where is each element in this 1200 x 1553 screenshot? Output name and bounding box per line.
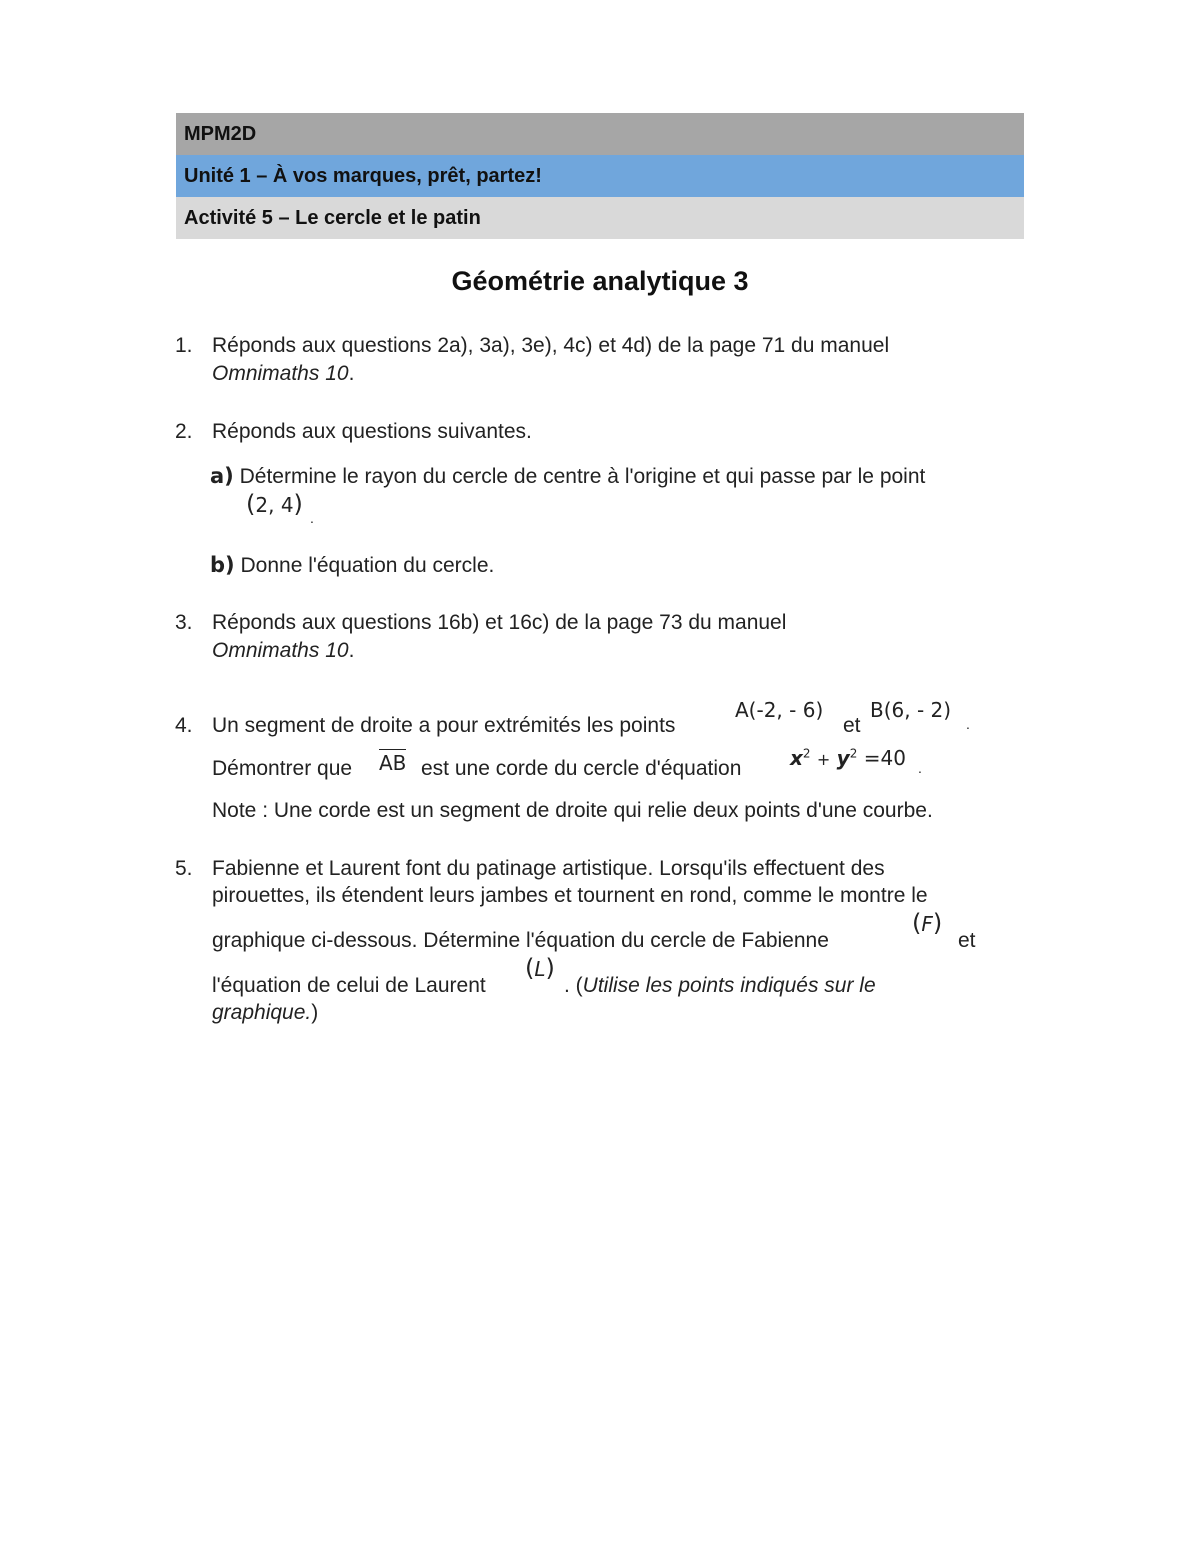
q4-text3: est une corde du cercle d'équation xyxy=(421,757,742,780)
fabienne-label: (F) xyxy=(912,909,943,937)
q5-line3: graphique ci-dessous. Détermine l'équation du cercle de Fabienne xyxy=(212,929,829,952)
q5-hint2: graphique. xyxy=(212,1001,312,1024)
q2a-label: a) xyxy=(210,464,234,488)
q1-book-line: Omnimaths 10. xyxy=(212,362,355,385)
q2a-period: . xyxy=(310,510,314,526)
point-b: B(6, - 2) xyxy=(870,698,952,722)
point-a: A(-2, - 6) xyxy=(735,698,824,722)
segment-ab: AB xyxy=(379,751,407,775)
q5-line2: pirouettes, ils étendent leurs jambes et tournent en rond, comme le montre le xyxy=(212,884,928,907)
q4-number: 4. xyxy=(175,714,193,737)
q5-line5: graphique.) xyxy=(212,1001,319,1024)
q1-book: Omnimaths 10 xyxy=(212,362,349,385)
q3-book: Omnimaths 10 xyxy=(212,639,349,662)
q2-number: 2. xyxy=(175,420,193,443)
equation-period: . xyxy=(918,760,922,776)
unit-title: Unité 1 – À vos marques, prêt, partez! xyxy=(176,155,1024,197)
q5-line1: Fabienne et Laurent font du patinage artistique. Lorsqu'ils effectuent des xyxy=(212,857,885,880)
q5-line4-tail: . (Utilise les points indiqués sur le xyxy=(564,974,876,997)
q3-book-line: Omnimaths 10. xyxy=(212,639,355,662)
q2a-line xyxy=(210,464,925,489)
course-code: MPM2D xyxy=(176,113,1024,155)
q4-and: et xyxy=(843,714,861,737)
q4-text2: Démontrer que xyxy=(212,757,353,780)
page-title: Géométrie analytique 3 xyxy=(451,266,749,296)
circle-equation: $x^2 + y^2 =40$ xyxy=(790,746,906,770)
q5-line4: l'équation de celui de Laurent xyxy=(212,974,486,997)
q3-number: 3. xyxy=(175,611,193,634)
header-table xyxy=(176,113,1024,239)
activity-title: Activité 5 – Le cercle et le patin xyxy=(176,197,1024,239)
q2-text: Réponds aux questions suivantes. xyxy=(212,420,532,443)
q4-text1: Un segment de droite a pour extrémités les points xyxy=(212,714,676,737)
laurent-label: (L) xyxy=(525,954,555,982)
q1-number: 1. xyxy=(175,334,193,357)
q2a-text: Détermine le rayon du cercle de centre à l'origine et qui passe par le point xyxy=(239,465,926,488)
q2b-line xyxy=(210,553,494,578)
q1-text: Réponds aux questions 2a), 3a), 3e), 4c) et 4d) de la page 71 du manuel xyxy=(212,334,890,357)
q4-period: . xyxy=(966,716,970,732)
q4-note: Note : Une corde est un segment de droite qui relie deux points d'une courbe. xyxy=(212,799,933,822)
q5-number: 5. xyxy=(175,857,193,880)
q2b-text: Donne l'équation du cercle. xyxy=(240,554,495,577)
q2b-label: b) xyxy=(210,553,235,577)
q5-line3-end: et xyxy=(958,929,976,952)
q5-hint1: Utilise les points indiqués sur le xyxy=(582,974,876,997)
q3-text: Réponds aux questions 16b) et 16c) de la page 73 du manuel xyxy=(212,611,787,634)
q2a-point: (2, 4) xyxy=(246,490,303,518)
